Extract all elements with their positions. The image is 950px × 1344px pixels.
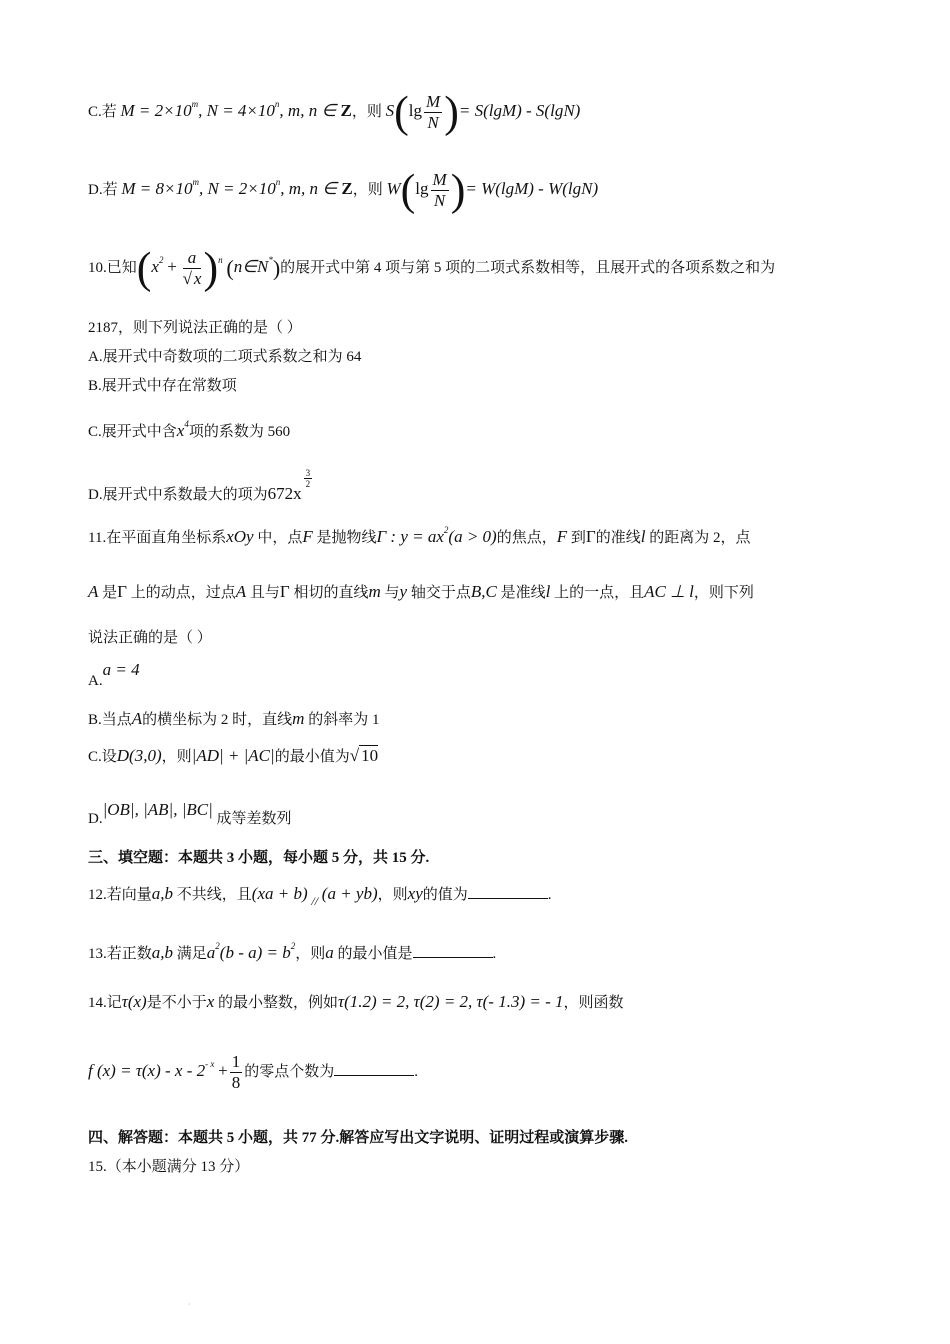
sqrt: √ 10 <box>349 746 379 765</box>
option-label: D.若 <box>88 181 118 198</box>
text: 13.若正数 <box>88 946 152 962</box>
math: (a > 0) <box>448 527 497 546</box>
math: x <box>151 256 159 276</box>
frac-num: M <box>432 170 447 189</box>
paren: ) <box>203 243 219 293</box>
q10-stem-cont: 2187，则下列说法正确的是（ ） <box>88 320 302 336</box>
text: 的斜率为 1 <box>308 712 380 728</box>
q9-option-d <box>88 165 599 215</box>
math-sup: 2 <box>158 254 164 265</box>
frac-den: √ x <box>182 269 202 288</box>
paren: ) <box>444 87 459 137</box>
text: 的零点个数为 <box>244 1063 335 1080</box>
math: a = 4 <box>102 660 140 679</box>
text: . <box>492 946 497 962</box>
math: M = 8×10 <box>121 178 193 198</box>
text: 的最小值是 <box>337 946 413 962</box>
text: C.展开式中含 <box>88 424 177 440</box>
math: (a + yb) <box>321 884 378 903</box>
q10-option-a: A.展开式中奇数项的二项式系数之和为 64 <box>88 349 362 365</box>
q14-function <box>88 1052 418 1093</box>
math: Γ <box>279 582 290 601</box>
math-fn: S <box>385 100 395 120</box>
math: y <box>399 582 408 601</box>
math: a <box>206 943 216 962</box>
math-lg: lg <box>408 100 423 120</box>
math: |OB|, |AB|, |BC| <box>102 800 213 819</box>
text: 项的系数为 560 <box>188 424 291 440</box>
math: = W(lgM) - W(lgN) <box>465 178 599 198</box>
option-label: D. <box>88 811 103 827</box>
q11-stem-line1 <box>88 520 750 548</box>
math: a,b <box>151 943 174 962</box>
math-sup: n <box>218 254 223 265</box>
text: ，则 <box>161 749 192 765</box>
math: + <box>218 1060 228 1080</box>
text: 满足 <box>176 946 207 962</box>
text: 成等差数列 <box>216 811 292 827</box>
text: 的值为 <box>422 887 468 903</box>
math: , N = 4×10 <box>198 100 275 120</box>
math: = S(lgM) - S(lgN) <box>458 100 581 120</box>
math: , m, n ∈ <box>280 178 342 198</box>
option-label: A. <box>88 673 103 689</box>
fraction-exp <box>304 468 313 489</box>
q10-stem <box>88 243 776 293</box>
math: B,C <box>470 582 497 601</box>
q14-stem <box>88 992 624 1013</box>
text: ，则 <box>295 946 326 962</box>
frac-num: M <box>426 92 441 111</box>
text: 到 <box>570 530 586 546</box>
text: ，则下列 <box>693 585 754 601</box>
option-label: C.若 <box>88 103 117 120</box>
math: xOy <box>226 527 254 546</box>
q11-stem-line3: 说法正确的是（ ） <box>88 630 212 646</box>
text: 的展开式中第 4 项与第 5 项的二项式系数相等，且展开式的各项系数之和为 <box>280 259 776 276</box>
text: 不共线，且 <box>176 887 252 903</box>
math: M = 2×10 <box>120 100 192 120</box>
text: ，则 <box>377 887 408 903</box>
fraction <box>183 248 202 289</box>
question-number: 10.已知 <box>88 259 137 276</box>
math: + <box>167 256 177 276</box>
math-sup: n <box>274 98 280 109</box>
text: 轴交于点 <box>410 585 471 601</box>
math: 672x <box>267 484 302 503</box>
math-lg: lg <box>415 178 429 198</box>
text: 是抛物线 <box>316 530 377 546</box>
math: F <box>302 527 313 546</box>
math: τ(1.2) = 2, τ(2) = 2, τ(- 1.3) = - 1 <box>338 992 564 1011</box>
math: A <box>88 582 99 601</box>
math-sup: 2 <box>443 525 449 535</box>
math: , m, n ∈ <box>279 100 341 120</box>
section-3-title: 三、填空题：本题共 3 小题，每小题 5 分，共 15 分. <box>88 850 430 866</box>
text: 中，点 <box>257 530 303 546</box>
math: n∈N <box>233 256 269 276</box>
math: A <box>131 709 143 728</box>
text: 的最小整数，例如 <box>218 995 339 1011</box>
text: 是不小于 <box>146 995 207 1011</box>
math-sup: n <box>275 176 281 187</box>
fraction <box>431 170 449 211</box>
q11-option-c <box>88 746 378 767</box>
frac-num: a <box>183 248 202 269</box>
math-sup: 2 <box>215 941 220 951</box>
math: |AD| + |AC| <box>191 746 275 765</box>
answer-blank[interactable] <box>334 1061 414 1076</box>
text: 的准线 <box>595 530 641 546</box>
text: D.展开式中系数最大的项为 <box>88 487 268 503</box>
q11-option-d <box>88 800 292 827</box>
text: 的焦点， <box>496 530 557 546</box>
math: Γ <box>117 582 127 601</box>
paren: ( <box>136 243 152 293</box>
text: 上的动点，过点 <box>130 585 236 601</box>
answer-blank[interactable] <box>413 943 493 958</box>
math-set-z: Z <box>341 178 353 198</box>
text: . <box>414 1063 418 1080</box>
math: τ(x) <box>121 992 147 1011</box>
text: 与 <box>384 585 400 601</box>
sqrt-arg: 10 <box>361 746 379 765</box>
math: Γ : y = ax <box>376 527 444 546</box>
text: . <box>547 887 552 903</box>
math-sup: * <box>268 254 273 265</box>
math: D(3,0) <box>116 746 162 765</box>
sqrt-arg: x <box>193 269 202 288</box>
math: (b - a) = b <box>219 943 291 962</box>
text: 是准线 <box>500 585 546 601</box>
math: A <box>235 582 247 601</box>
math-fn: W <box>386 178 401 198</box>
fraction <box>424 92 442 133</box>
q12 <box>88 884 552 908</box>
text: B.当点 <box>88 712 132 728</box>
math: // <box>311 894 319 908</box>
math: a,b <box>151 884 174 903</box>
frac-num: 3 <box>305 468 311 478</box>
q9-option-c <box>88 87 581 137</box>
frac-den: N <box>433 191 446 210</box>
q10-option-d <box>88 468 314 505</box>
text: 11.在平面直角坐标系 <box>88 530 227 546</box>
frac-num: 1 <box>231 1052 241 1071</box>
text: C.设 <box>88 749 117 765</box>
math-sup: - x <box>205 1058 215 1069</box>
paren: ) <box>450 165 466 215</box>
q15: 15.（本小题满分 13 分） <box>88 1159 250 1175</box>
math: xy <box>407 884 423 903</box>
frac-den: 8 <box>231 1073 241 1092</box>
math: , N = 2×10 <box>198 178 276 198</box>
frac-den: 2 <box>305 479 311 489</box>
q13 <box>88 936 496 964</box>
text: ，则 <box>351 103 382 120</box>
text: 14.记 <box>88 995 122 1011</box>
q11-stem-line2 <box>88 582 754 603</box>
text: ，则 <box>352 181 383 198</box>
text: 12.若向量 <box>88 887 152 903</box>
text: 的最小值为 <box>274 749 350 765</box>
text: 是 <box>102 585 118 601</box>
paren: ( <box>400 165 416 215</box>
math: f (x) = τ(x) - x - 2 <box>88 1060 206 1080</box>
text: 上的一点，且 <box>554 585 645 601</box>
math-sup: m <box>191 98 199 109</box>
math: F <box>556 527 568 546</box>
math: (xa + b) <box>251 884 308 903</box>
page-mark: · <box>188 1300 191 1309</box>
math: AC ⊥ l <box>644 582 694 601</box>
math: l <box>640 527 646 546</box>
math: Γ <box>585 527 596 546</box>
math: m <box>292 709 305 728</box>
text: 的距离为 2，点 <box>649 530 751 546</box>
math: x <box>176 421 185 440</box>
q10-option-c <box>88 414 290 442</box>
text: ，则函数 <box>563 995 624 1011</box>
paren: ( <box>226 255 234 281</box>
math: x <box>206 992 215 1011</box>
text: 且与 <box>249 585 280 601</box>
paren: ( <box>394 87 409 137</box>
text: 的横坐标为 2 时，直线 <box>142 712 293 728</box>
math: l <box>545 582 551 601</box>
math-sup: 4 <box>184 419 189 429</box>
fraction <box>230 1052 243 1093</box>
q10-option-b: B.展开式中存在常数项 <box>88 378 237 394</box>
math: m <box>368 582 381 601</box>
text: 相切的直线 <box>293 585 369 601</box>
math-sup: 2 <box>290 941 296 951</box>
q11-option-a <box>88 660 140 689</box>
math-set-z: Z <box>340 100 352 120</box>
math-sup: m <box>192 176 199 187</box>
paren: ) <box>272 255 281 281</box>
q11-option-b <box>88 709 379 730</box>
frac-den: N <box>427 113 439 132</box>
answer-blank[interactable] <box>468 884 548 899</box>
section-4-title: 四、解答题：本题共 5 小题，共 77 分.解答应写出文字说明、证明过程或演算步骤. <box>88 1130 629 1146</box>
math: a <box>325 943 334 962</box>
